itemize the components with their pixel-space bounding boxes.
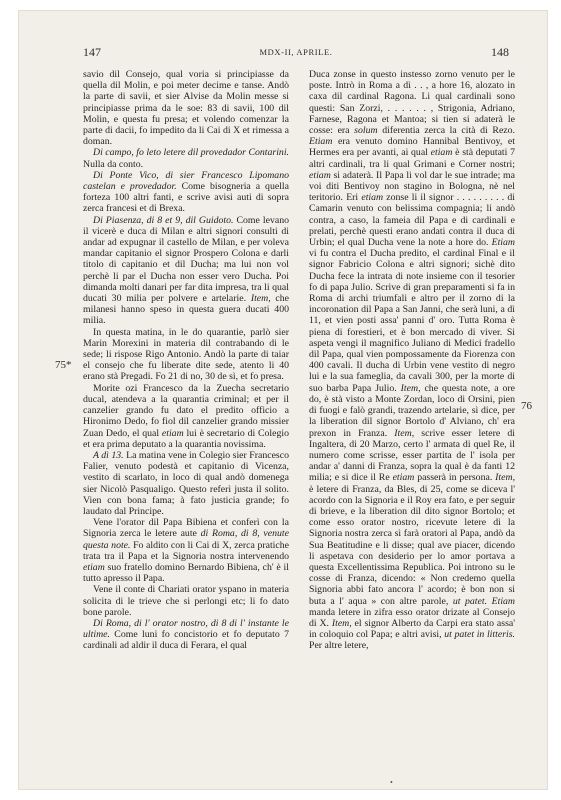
paragraph [83,327,289,383]
paragraph [83,69,289,147]
text-run: manda letere in zifra esso orator drizate al Consejo di X. [309,606,515,629]
paragraph [83,618,289,652]
text-run: Nulla da conto. [83,158,144,170]
paragraph [83,450,289,517]
text-run: Per altre letere, [309,640,369,652]
right-text-column [309,69,515,652]
italic-text: di Roma, di 8, venute questa note. [83,528,289,551]
italic-text: etiam [361,192,384,204]
paragraph [83,383,289,450]
italic-text: ut patet. [452,595,488,607]
text-run: vi fu contra el Ducha predito, el cardinal Final e il signor Fabricio Colona e altri signori; sichè dito Ducha fece la intrata di note insieme con il tesorier fo di papa Julio. Scrive di gran preparamenti si fa in Roma di archi triumfali e altro per il zorno di la incoronation dil Papa a San Janni, che serà luni, a dì 11, et vien posti assa' panni d' oro. Tutta Roma è piena di forestieri, et è bon mercado di viver. Si aspeta vengi il magnifico Juliano di Medici fradello dil Papa, qual vien pompossamente da Fiorenza con 400 cavali. Il ducha di Urbin vene vestito di negro lui e la sua fameglia, da cavali 300, per la morte di suo barba Papa Julio. [309,248,515,394]
italic-text: Item, [495,472,516,484]
text-run: passerà in persona. [414,472,496,484]
text-run: lui è secretario di Colegio et era prima deputato a la quarantia novissima. [83,427,289,450]
text-run: Fo aldito con li Cai di X, zerca pratiche trata tra il Papa et la Signoria nostra intervenendo [83,539,289,562]
paragraph [83,170,289,215]
text-run: Come luni fo concistorio et fo deputato 7 cardinali ad aldir il duca di Ferara, el qual [83,629,289,652]
book-page [18,10,548,790]
text-run: zonse li il signor . . . . . . . . . di Camarin venuto con belissima compagnia; li andò contra, a caso, la fameia dil Papa e di cardinali e prelati, perchè questi erano andati contra il duca di Urbin; el qual Ducha vene la note a hore do. [309,192,516,249]
margin-number-right: 76 [521,400,532,412]
italic-text: Item, [394,427,415,439]
italic-text: Item, [400,382,421,394]
running-head [83,45,509,61]
text-run: diferentia zerca la cità di Rezo. [377,125,515,137]
italic-text: Di Roma, di l' orator nostro, di 8 di l' instante le ultime. [83,617,289,641]
left-text-column [83,69,289,652]
text-run: Come bisogneria a quella forteza 100 altri fanti, e scrive avisi auti di sopra zerca francesi et di Brexa. [83,181,289,215]
text-run: Duca zonse in questo instesso zorno venuto per le poste. Intrò in Roma a dì . . , a hore 16, alozato in caxa dil cardinal Ragona. Li qual cardinali sono questi: San Zorzi, . . . . . . , Strigonia, Adriano, Farnese, Ragona et Mantoa; si tien si adaterà le cosse: era [309,69,515,137]
italic-text: etiam [392,472,415,484]
footer-mark: • [390,778,393,787]
italic-text: solum [354,125,378,137]
paragraph [309,69,515,652]
italic-text: etiam [430,147,453,159]
text-run: è letere di Franza, da Bles, di 25, come se diceva l' acordo con la Signoria e il Roy era fato, e per seguir di brieve, e la liberation dil dito signor Bortolo; et come esso orator nostro, ricevute letere di la Signoria nostra zerca sì farà oratori al Papa, andò da Sua Beatitudine e li disse; qual ave piacer, dicendo li aspetava con desiderio per lo amor portava a questa Excellentissima Republica. Poi introno su le cosse di Franza, dicendo: « Non credemo quella Signoria abbi fato ancora l' acordo; è bon non si buta a l' aqua » con altre parole, [309,483,515,607]
text-run: La matina vene in Colegio sier Francesco Falier, venuto podestà et capitanio di Vicenza, vestito di scarlato, in loco di qual andò domenega sier Nicolò Pasqualigo. Questo referì justa il solito. Vien con bona fama; à fato justicia grande; fo laudato dal Principe. [83,449,289,517]
paragraph [83,517,289,584]
italic-text: etiam [161,427,184,439]
italic-text: Item, [331,617,352,629]
page-number-left: 147 [83,45,101,59]
italic-text: Etiam [309,136,333,148]
text-run: suo fratello domino Bernardo Bibiena, ch' è il tutto apresso il Papa. [83,561,289,585]
text-run: savio dil Consejo, qual voria si principiasse da quella dil Molin, e poi meter decime e tanse. Andò la parte di savii, et sier Alvise da Molin messe si principiasse prima da le soe: 83 di savii, 100 dil Molin, e questa fu presa; et volendo comenzar la parte di dacii, fo impedito da li Cai di X et rimessa a doman. [83,69,289,148]
running-title: MDX-II, APRILE. [259,47,333,57]
text-run: era venuto domino Hannibal Bentivoy, et Hermes era per avanti, ai qual [309,136,515,159]
text-run: che milanesi hanno speso in questa guera ducati 400 milia. [83,293,290,327]
paragraph [83,147,289,169]
page-number-right: 148 [491,45,509,59]
italic-text: Etiam [491,595,516,607]
italic-text: ut patet in litteris. [444,629,515,641]
italic-text: Di Piasenza, di 8 et 9, dil Guidoto. [93,214,234,226]
italic-text: A dì 13. [93,449,124,461]
text-run: Vene l'orator dil Papa Bibiena et conferì con la Signoria zerca le letere aute [83,517,289,540]
text-run: el signor Alberto da Carpi era stato assa' in coloquio col Papa; e altri avisi, [309,617,515,641]
italic-text: Item, [250,293,271,305]
text-run: scrive esser letere di Ingaltera, di 20 Marzo, certo l' armata di quel Re, il numero come scrisse, esser partita de l' isola per andar a' danni di Franza, sopra la qual è da fanti 12 milia; e si dice il Re [309,427,515,484]
text-run: Morite ozi Francesco da la Zuecha secretario ducal, atendeva a la quarantia criminal; et per il canzelier grando fu dato el predito officio a Hironimo Dedo, fo fiol dil canzelier grando missier Zuan Dedo, el qual [83,382,289,439]
margin-number-left: 75* [55,359,72,371]
paragraph [83,584,289,618]
text-run: è stà deputati 7 altri cardinali, tra li qual Grimani e Corner nostri; [309,147,515,170]
italic-text: etiam [83,561,105,573]
italic-text: Di campo, fo leto letere dil provedador Contarini. [93,147,290,159]
italic-text: etiam [309,169,331,181]
text-run: Come levano il vicerè e duca di Milan e altri signori consulti di andar ad expugnar il castello de Milan, e per voleva mandar capitanio el signor Prospero Colona e darli titolo di capitanio et dil Ducha; ma lui non vol perchè li par el Ducha non esser vero Ducha. Poi dimanda molti danari per far dita impresa, tra li qual ducati 30 milia per polvere e artelarie. [83,214,290,305]
text-run: In questa matina, in le do quarantie, parlò sier Marin Morexini in materia dil contrabando di le sede; li rispose Rigo Antonio. Andò la parte di taiar el consejo che fu liberate dite sede, atento li 40 erano stà Pregadi. Fo 21 di no, 30 de sì, et fo presa. [83,326,289,383]
paragraph [83,215,289,327]
italic-text: Etiam [491,237,515,249]
text-run: che questa note, a ore do, è stà visto a Monte Zordan, loco di Orsini, pien di fuogi e falò grandi, trazendo artelarie, sì dice, per la liberation dil signor Bortolo d' Alviano, ch' era prexon in Franza. [309,382,515,439]
text-run: Vene il conte di Chariati orator yspano in materia solicita di le trieve che si perlongi etc; li fo dato bone parole. [83,584,289,618]
italic-text: Di Ponte Vico, di sier Francesco Lipomano castelan e provedador. [83,169,289,193]
text-run: si adaterà. Il Papa li vol dar le sue intrade; ma voi diti Bentivoy non stagino in Bologna, nè nel teritorio. Eri [309,169,515,204]
